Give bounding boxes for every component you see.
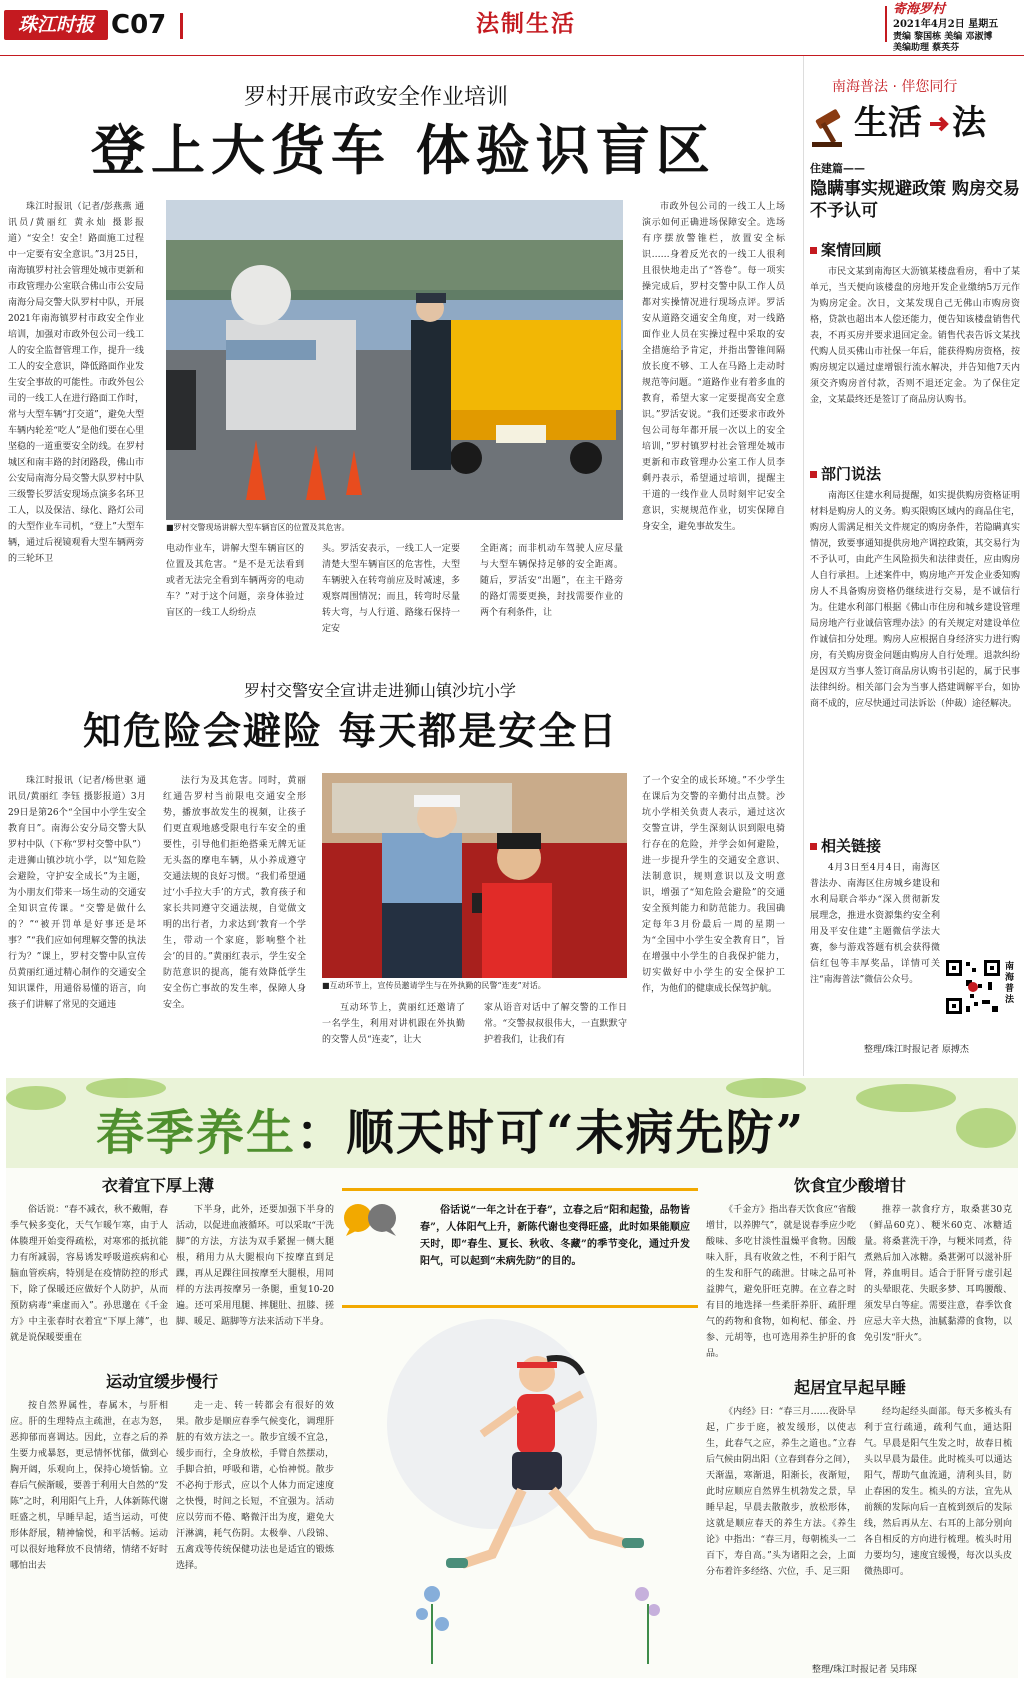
section-title: 法制生活 bbox=[476, 11, 576, 37]
article1-below-col1: 电动作业车，讲解大型车辆盲区的位置及其危害。“是不是无法看到或者无法完全看到车辆两旁的电动车？”对于这个问题，亲身体验过盲区的一线工人纷纷点 bbox=[166, 544, 304, 618]
sidebar-section2-heading bbox=[810, 466, 881, 482]
divider bbox=[885, 6, 887, 42]
qr-label: 南海普法 bbox=[1005, 962, 1015, 1005]
sidebar-housing-label: 住建篇—— bbox=[810, 162, 865, 175]
divider bbox=[180, 13, 183, 39]
article2-headline: 知危险会避险 每天都是安全日 bbox=[83, 708, 619, 753]
article1-photo bbox=[166, 200, 623, 520]
health-intro: 俗话说“一年之计在于春”，立春之后“阳和起蛰，品物皆春”，人体阳气上升，新陈代谢也变得旺盛，此时如果能顺应天时，即“春生、夏长、秋收、冬藏”的季节变化，通过升发阳气，可以起到“未病先防”的目的。 bbox=[420, 1205, 690, 1267]
sidebar-section2-body: 南海区住建水利局提醒，如实提供购房资格证明材料是购房人的义务。购买限购区域内的商品住宅，购房人需满足相关文件规定的购房条件，若隐瞒真实情况，致要事通知提供房地产调控政策，其交易行为不予认可，由此产生风险损失和法律责任，应由购房人自行承担。上述案件中，购房地产开发企业委知购房人不具备购房资格仍继续进行交易，是不诚信行为。住建水利部门根据《佛山市住房和城乡建设管理局房地产行业诚信管理办法》的有关规定对建设单位作诚信扣分处理。购房人应根据自身经济实力进行购房，有关购房资金问题由购房人自行处理。退款纠纷是因双方当事人签订商品房认购书引起的，属于民事法律纠纷。相关部门会为当事人搭建调解平台，如协商不成的，应尽快通过司法诉讼（仲裁）途径解决。 bbox=[810, 491, 1020, 709]
health-s1-title: 衣着宜下厚上薄 bbox=[102, 1176, 215, 1195]
editor-credit: 责编 黎国栋 美编 邓淑博 bbox=[893, 32, 993, 42]
health-s3-col1: 按自然界属性，春属木，与肝相应。肝的生理特点主疏泄，在志为怒，恶抑郁而喜调达。因此，立春之后的养生要力戒暴怒，更忌情怀忧郁，做到心胸开阔，乐观向上，保持心境恬愉。立春后气候渐暖，要善于利用大自然的“发陈”之时，利用阳气上升，人体新陈代谢旺盛之机，早睡早起，适当运动，可使形体舒展，精神愉悦，和平活畅。运动可以很好地释放不良情绪，情绪不好时哪怕出去 bbox=[10, 1401, 168, 1571]
sidebar-section3-heading bbox=[810, 838, 881, 854]
gavel-icon bbox=[810, 108, 850, 148]
health-title bbox=[96, 1104, 805, 1162]
editor-assistant: 美编助理 蔡英芬 bbox=[893, 43, 960, 53]
article1-below-col2: 头。罗活安表示，一线工人一定要清楚大型车辆盲区的危害性，大型车辆驶入在转弯前应及时减速，多观察周围情况；而且，转弯时尽量转大弯，与人行道、路缘石保持一定安 bbox=[322, 544, 460, 634]
sidebar-section2-title: 部门说法 bbox=[821, 465, 882, 483]
article1-headline: 登上大货车 体验识盲区 bbox=[91, 118, 716, 182]
sidebar-title-a: 生活 bbox=[854, 103, 922, 143]
health-s3-title: 运动宜缓步慢行 bbox=[106, 1372, 219, 1391]
sidebar-banner: 南海普法 · 伴您同行 bbox=[832, 79, 958, 95]
article2-below-col2: 家从语音对话中了解交警的工作日常。“交警叔叔很伟大，一直默默守护着我们，让我们有 bbox=[484, 1003, 627, 1045]
edition-logo: 寄海罗村 bbox=[893, 2, 946, 17]
arrow-icon bbox=[926, 112, 950, 136]
article2-col1: 珠江时报讯（记者/杨世驱 通讯员/黄丽红 李钰 摄影报道）3月29日是第26个“全国中小学生安全教育日”。南海公安分局交警大队罗村中队（下称“罗村交警中队”）走进狮山镇沙坑小学，以“知危险会避险，守护安全成长”为主题，为小朋友们带来一场生动的交通安全知识宣传课。“交警是做什么的？”“被开罚单是好事还是坏事？”“我们应如何理解交警的执法行为？”课上，罗村交警中队宣传员黄丽红通过精心制作的交通安全知识课件，用通俗易懂的语言，向孩子们讲解了常见的交通违 bbox=[8, 776, 146, 1010]
health-s1-col2: 下半身，此外，还要加强下半身的活动，以促进血液循环。可以采取“干洗脚”的方法，方法为双手紧握一侧大腿根，稍用力从大腿根向下按摩直到足踝，再从足踝往回按摩至大腿根，用同样的方法再按摩另一条腿，重复10-20遍。还可采用甩腿、摔腿肚、扭膝、搓脚、暖足、踮脚等方法来活动下半身。 bbox=[176, 1205, 334, 1327]
sidebar-section1-body: 市民文某到南海区大沥镇某楼盘看房，看中了某单元，当天便向该楼盘的房地开发企业缴纳5万元作为购房定金。次日，文某发现自己无佛山市购房资格，贷款也超出本人偿还能力，便告知该楼盘销售代表，不再买房并要求退回定金。销售代表告诉文某找代购人员买佛山市社保一年后，能获得购房资格，按购房规定以通过虚增银行流水解决，并告知他7天内须交齐购房首付款，否则不退还定金。为了保住定金，文某最终还是签订了商品房认购书。 bbox=[810, 267, 1020, 405]
article1-photo-caption: ■罗村交警现场讲解大型车辆盲区的位置及其危害。 bbox=[166, 523, 350, 532]
sidebar-section3-body: 4月3日至4月4日，南海区普法办、南海区住房城乡建设和水利局联合举办“深入贯彻新发展理念，推进水资源集约安全利用及平安住建”主题微信学法大赛，参与游戏答题有机会获得微信红包等丰厚奖品，详情可关注“南海普法”微信公众号。 bbox=[810, 863, 940, 985]
sidebar-title-b: 法 bbox=[952, 103, 986, 143]
health-s4-col1: 《内经》曰：“春三月……夜卧早起，广步于庭，被发缓形，以使志生，此春气之应，养生之道也。”立春后气候由阴出阳（立春到春分之间），天渐温，寒渐退，阳渐长，夜渐短，此时应顺应自然界生机勃发之景，早睡早起，早晨去散散步，放松形体，这就是顺应春天的养生方法。《养生论》中指出：“春三月，每朝梳头一二百下，寿自高。”头为诸阳之会，上面分布着许多经络、穴位，手、足三阳 bbox=[706, 1407, 856, 1577]
article1-col1: 珠江时报讯（记者/彭燕燕 通讯员/黄丽红 黄永灿 摄影报道）“安全！安全！路面施工过程中一定要有安全意识。”3月25日，南海镇罗村社会管理处城市更新和市政管理办公室联合佛山市公安局南海分局交警大队罗村中队，开展2021年南海镇罗村市政安全作业培训，加强对市政外包公司一线工人的安全监督管理工作，提升一线工人的安全意识，降低路面作业发生安全事故的可能性。市政外包公司的一线工人在进行路面工作时，常与大型车辆“打交道”，避免大型车辆内轮差“吃人”是他们要在心里坚稳的一道重要安全防线。在罗村城区和南丰路的封闭路段，佛山市公安局南海分局交警大队罗村中队三级警长罗活安现场点演多名环卫工人，以及保洁、绿化、路灯公司的大型作业车司机，“登上”大型车辆，通过后视镜观看大型车辆两旁的三轮环卫 bbox=[8, 202, 144, 564]
article2-below-col1: 互动环节上，黄丽红还邀请了一名学生，利用对讲机跟在外执勤的交警人员“连麦”，让大 bbox=[322, 1003, 465, 1045]
health-s2-col2: 推荐一款食疗方，取桑葚30克（鲜品60克）、粳米60克、冰糖适量。将桑葚洗干净，与粳米同煮，待煮熟后加入冰糖。桑葚粥可以滋补肝肾，养血明目。适合于肝肾亏虚引起的头晕眼花、失眠多梦、耳鸣腰酸、须发早白等症。需要注意，春季饮食应忌大辛大热，油腻黏滞的食物，以免引发“肝火”。 bbox=[864, 1205, 1012, 1343]
sidebar-section3-title: 相关链接 bbox=[821, 837, 882, 855]
article2-col2: 法行为及其危害。同时，黄丽红通告罗村当前限电交通安全形势，播放事故发生的视频，让孩子们更直观地感受限电行车安全的重要性，引导他们拒绝搭乘无牌无证无头盔的摩电车辆，从小养成遵守交通法规的良好习惯。“我们希望通过‘小手拉大手’的方式，教育孩子和家长共同遵守交通法规，自觉做文明的出行者，力求达到‘教育一个学生，带动一个家庭，影响整个社会’的目的。”黄丽红表示，学生安全防范意识的提高，能有效降低学生安全伤亡事故的发生率，保障人身安全。 bbox=[163, 776, 306, 1010]
sidebar-section1-heading bbox=[810, 242, 881, 258]
health-s4-col2: 经均起经头面部。每天多梳头有利于宣行疏通，疏利气血，通达阳气。早晨是阳气生发之时，故春日梳头以早晨为最佳。此时梳头可以通达阳气，帮助气血流通，清利头目，防止春困的发生。梳头的方法，宜先从前额的发际向后一直梳到颈后的发际线，然后再从左、右耳的上部分别向各自相反的方向进行梳理。梳头时用力要均匀，速度宜缓慢，每次以头皮微热即可。 bbox=[864, 1407, 1012, 1577]
health-s1-col1: 俗话说：“春不减衣，秋不戴帽，春季气候多变化，天气乍暖乍寒，由于人体腠理开始变得疏松，对寒邪的抵抗能力有所减弱，容易诱发呼吸道疾病和心脑血管疾病，特别是在疫情防控的形式下，除了保暖还应做好个人防护，从而预防病毒“乘虚而入”。孙思邈在《千金方》中主张春时衣着宜“下厚上薄”，也就是说保暖要重在 bbox=[10, 1205, 168, 1343]
health-credit: 整理/珠江时报记者 吴玮琛 bbox=[812, 1665, 917, 1675]
page-number: C07 bbox=[111, 10, 167, 40]
health-title-green: 春季养生 bbox=[96, 1105, 297, 1161]
newspaper-logo: 珠江时报 bbox=[4, 10, 108, 40]
qr-code-icon bbox=[944, 958, 1002, 1016]
article1-col3: 市政外包公司的一线工人上场演示如何正确进场保障安全。选场有序摆放警锥栏，放置安全标识……身着反光衣的一线工人很利且很快地走出了“答卷”。每一项实操完成后，罗村交警中队工作人员都对实操情况进行现场点评。罗活安从道路交通安全角度，对一线路面作业人员在实操过程中采取的安全措施给予肯定，并指出警锥间隔放长度不够、工人在马路上走动时规范等问题。“道路作业有着多血的教育，希望大家一定要提高安全意识。”罗活安说。“我们还要求市政外包公司每年都开展一次以上的安全培训，”罗村镇罗村社会管理处城市更新和市政管理办公室工作人员李剩丹表示，希望通过培训，提醒主干道的一线作业人员时刻牢记安全意识，实规规范作业，切实保障自身安全，避免事故发生。 bbox=[642, 202, 785, 532]
article2-col3: 了一个安全的成长环境。”不少学生在课后为交警的辛勤付出点赞。沙坑小学相关负责人表示，通过这次交警宣讲，学生深刻认识到限电骑行存在的危险，并学会如何避险，进一步提升学生的交通安全意识、法制意识，规则意识以及文明意识，增强了“知危险会避险”的交通安全预判能力和防范能力。我国确定每年3月份最后一周的星期一为“全国中小学生安全教育日”，旨在增强中小学生的自我保护能力，切实做好中小学生的安全保护工作，为他们的健康成长保驾护航。 bbox=[642, 776, 785, 994]
sidebar-main-title: 隐瞒事实规避政策 购房交易不予认可 bbox=[810, 179, 1020, 221]
article1-below-col3: 全距离；而非机动车驾驶人应尽量与大型车辆保持足够的安全距离。随后，罗活安“出题”，在主干路旁的路灯需要更换，封找需要作业的两个有利条件，让 bbox=[480, 544, 623, 618]
health-s2-col1: 《千金方》指出春天饮食应“省酸增甘，以养脾气”，就是说春季应少吃酸味、多吃甘淡性温燥平食物。因酸味入肝，具有收敛之性，不利于阳气的生发和肝气的疏泄。甘味之品可补益脾气，避免肝旺克脾。在立春之时有目的地选择一些柔肝养肝、疏肝理气的药物和食物，如枸杞、郁金、丹参、元胡等，也可选用养生护肝的食品。 bbox=[706, 1205, 856, 1359]
health-title-dark: ：顺天时可“未病先防” bbox=[296, 1105, 806, 1161]
runner-illustration bbox=[342, 1314, 722, 1678]
article2-photo bbox=[322, 773, 627, 978]
issue-date: 2021年4月2日 星期五 bbox=[893, 19, 999, 30]
sidebar-credit: 整理/珠江时报记者 原搏杰 bbox=[864, 1045, 969, 1055]
article2-photo-caption: ■互动环节上，宣传员邀请学生与在外执勤的民警“连麦”对话。 bbox=[322, 981, 546, 990]
sidebar-section1-title: 案情回顾 bbox=[821, 241, 882, 259]
article2-kicker: 罗村交警安全宣讲走进狮山镇沙坑小学 bbox=[244, 681, 517, 700]
masthead bbox=[0, 0, 1024, 53]
article1-kicker: 罗村开展市政安全作业培训 bbox=[244, 85, 509, 110]
health-s4-title: 起居宜早起早睡 bbox=[794, 1378, 907, 1397]
health-s2-title: 饮食宜少酸增甘 bbox=[794, 1176, 907, 1195]
health-feature bbox=[6, 1078, 1018, 1678]
sidebar bbox=[803, 56, 1024, 1076]
health-s3-col2: 走一走、转一转都会有很好的效果。散步是顺应春季气候变化，调理肝脏的有效方法之一。散步宜缓不宜急，缓步而行，全身放松，手臂自然摆动，手脚合拍，呼吸和谐，心怡神悦。散步不必拘于形式，应以个人体力而定速度之快慢，时间之长短，不宜强为。活动应以劳而不倦、略微汗出为度，避免大汗淋漓，耗气伤阴。太极拳、八段锦、五禽戏等传统保健功法也是适宜的锻炼选择。 bbox=[176, 1401, 334, 1571]
